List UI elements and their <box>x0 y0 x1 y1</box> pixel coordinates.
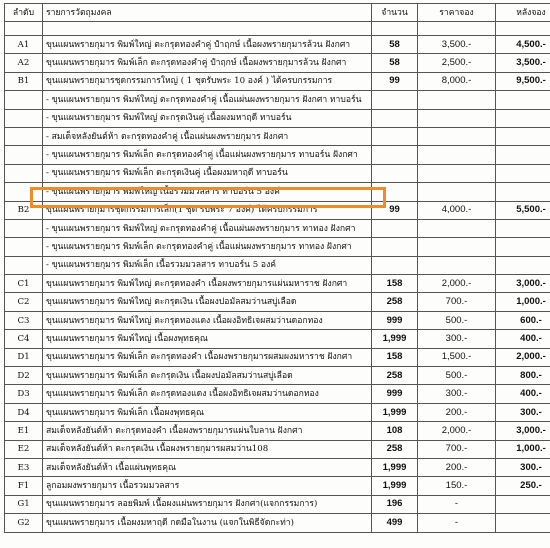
row-after <box>496 164 550 182</box>
row-after <box>496 256 550 274</box>
table-row <box>5 201 550 219</box>
row-qty <box>372 91 418 109</box>
header-item: รายการวัตถุมงคล <box>43 4 372 22</box>
row-after <box>496 146 550 164</box>
table-row <box>5 256 550 274</box>
row-qty: 158 <box>372 348 418 366</box>
row-qty <box>372 22 418 36</box>
row-qty: 258 <box>372 367 418 385</box>
row-no: D2 <box>5 367 43 385</box>
row-after: 3,500.- <box>496 54 550 72</box>
row-item: ลูกอมผงพรายกุมาร เนื้อรวมมวลสาร <box>43 477 372 495</box>
row-rent <box>418 219 496 237</box>
row-rent: 300.- <box>418 385 496 403</box>
row-after: 1,000.- <box>496 440 550 458</box>
row-no: C4 <box>5 330 43 348</box>
row-after: 9,500.- <box>496 72 550 90</box>
row-rent: 3,500.- <box>418 36 496 54</box>
row-no <box>5 22 43 36</box>
row-rent: - <box>418 514 496 532</box>
row-qty: 258 <box>372 440 418 458</box>
row-qty: 99 <box>372 72 418 90</box>
row-no <box>5 109 43 127</box>
row-after <box>496 22 550 36</box>
row-qty: 196 <box>372 495 418 513</box>
row-no: E3 <box>5 458 43 476</box>
row-rent: 2,000.- <box>418 275 496 293</box>
table-header-row <box>5 4 550 22</box>
row-no: B2 <box>5 201 43 219</box>
row-after: 400.- <box>496 330 550 348</box>
table-row <box>5 367 550 385</box>
row-no <box>5 91 43 109</box>
table-row <box>5 275 550 293</box>
table-row <box>5 385 550 403</box>
row-qty: 999 <box>372 311 418 329</box>
row-qty <box>372 256 418 274</box>
row-item: ขุนแผนพรายกุมาร พิมพ์ใหญ่ ตะกรุดทองคำ เนื้อผงพรายกุมารแผ่นมหาราช ฝังกศา <box>43 275 372 293</box>
row-after: 1,000.- <box>496 293 550 311</box>
row-item: - ขุนแผนพรายกุมาร พิมพ์เล็ก ตะกรุดทองคำคู่ เนื้อแผ่นผงพรายกุมาร ทาทอง ฝังกศา <box>43 238 372 256</box>
row-no: D1 <box>5 348 43 366</box>
row-no: E2 <box>5 440 43 458</box>
row-item: สมเด็จหลังยันต์ห้า ตะกรุดทองคำ เนื้อผงพรายกุมารแผ่นใบลาน ฝังกศา <box>43 422 372 440</box>
row-qty: 999 <box>372 385 418 403</box>
row-after: 400.- <box>496 385 550 403</box>
table-row <box>5 238 550 256</box>
header-after: หลังจอง <box>496 4 550 22</box>
row-item: ขุนแผนพรายกุมาร เนื้อผงมหาฤดี กดมือในงาน (แจกในพิธีจัดกะท่า) <box>43 514 372 532</box>
row-qty: 99 <box>372 201 418 219</box>
row-after <box>496 514 550 532</box>
row-item: ขุนแผนพรายกุมาร พิมพ์เล็ก ตะกรุดเงิน เนื้อผงปอมัลสมว่านสบู่เลือด <box>43 367 372 385</box>
row-item: - ขุนแผนพรายกุมาร พิมพ์เล็ก ตะกรุดทองคำคู่ เนื้อแผ่นผงพรายกุมาร ทาบอร์น ฝังกศา <box>43 146 372 164</box>
row-after: 800.- <box>496 367 550 385</box>
row-item: ขุนแผนพรายกุมาร พิมพ์เล็ก ตะกรุดทองแดง เนื้อผงอิทธิเจผสมว่านดอกทอง <box>43 385 372 403</box>
table-row <box>5 348 550 366</box>
row-no: F1 <box>5 477 43 495</box>
row-no: G2 <box>5 514 43 532</box>
row-rent: 4,000.- <box>418 201 496 219</box>
row-rent <box>418 238 496 256</box>
row-after <box>496 238 550 256</box>
row-rent: 500.- <box>418 367 496 385</box>
amulet-price-table <box>4 3 550 533</box>
row-rent <box>418 256 496 274</box>
row-qty <box>372 164 418 182</box>
row-no: C2 <box>5 293 43 311</box>
row-no <box>5 127 43 145</box>
header-rent: ราคาจอง <box>418 4 496 22</box>
row-no: G1 <box>5 495 43 513</box>
row-after: 300.- <box>496 403 550 421</box>
row-item: - สมเด็จหลังยันต์ห้า ตะกรุดทองคำคู่ เนื้อแผ่นผงพรายกุมาร ฝังกศา <box>43 127 372 145</box>
row-qty: 1,999 <box>372 477 418 495</box>
row-qty: 108 <box>372 422 418 440</box>
row-qty: 1,999 <box>372 403 418 421</box>
row-qty: 58 <box>372 36 418 54</box>
row-rent: 700.- <box>418 293 496 311</box>
row-item <box>43 22 372 36</box>
row-qty <box>372 109 418 127</box>
row-item: ขุนแผนพรายกุมาร พิมพ์เล็ก เนื้อผงพุทธคุณ <box>43 403 372 421</box>
row-rent <box>418 127 496 145</box>
row-rent: 8,000.- <box>418 72 496 90</box>
row-no <box>5 238 43 256</box>
table-row <box>5 219 550 237</box>
row-no <box>5 146 43 164</box>
row-no <box>5 183 43 201</box>
row-no: C1 <box>5 275 43 293</box>
row-item: - ขุนแผนพรายกุมาร พิมพ์เล็ก เนื้อรวมมวลสาร ทาบอร์น 5 องค์ <box>43 256 372 274</box>
row-rent <box>418 164 496 182</box>
table-row <box>5 91 550 109</box>
row-item: ขุนแผนพรายกุมาร พิมพ์เล็ก ตะกรุดทองคำคู่ ปำฤกษ์ เนื้อผงพรายกุมารล้วน ฝังกศา <box>43 54 372 72</box>
row-no: A2 <box>5 54 43 72</box>
row-after <box>496 127 550 145</box>
table-row <box>5 293 550 311</box>
row-no: A1 <box>5 36 43 54</box>
row-after: 4,500.- <box>496 36 550 54</box>
row-item: ขุนแผนพรายกุมาร พิมพ์ใหญ่ ตะกรุดทองแดง เนื้อผงอิทธิเจผสมว่านดอกทอง <box>43 311 372 329</box>
row-item: ขุนแผนพรายกุมาร พิมพ์ใหญ่ ตะกรุดทองคำคู่ ปำฤกษ์ เนื้อผงพรายกุมารล้วน ฝังกศา <box>43 36 372 54</box>
table-row <box>5 422 550 440</box>
table-row <box>5 164 550 182</box>
row-after <box>496 109 550 127</box>
row-after <box>496 91 550 109</box>
row-rent: 700.- <box>418 440 496 458</box>
row-item: - ขุนแผนพรายกุมาร พิมพ์ใหญ่ ตะกรุดเงินคู่ เนื้อผงมหาฤดี ทาบอร์น <box>43 109 372 127</box>
row-rent: 150.- <box>418 477 496 495</box>
table-body <box>5 22 550 533</box>
table-row <box>5 311 550 329</box>
row-rent: 1,500.- <box>418 348 496 366</box>
header-no: ลำดับ <box>5 4 43 22</box>
table-row <box>5 183 550 201</box>
row-qty: 158 <box>372 275 418 293</box>
row-qty <box>372 219 418 237</box>
row-after: 3,000.- <box>496 275 550 293</box>
row-rent <box>418 109 496 127</box>
table-row <box>5 146 550 164</box>
row-no: D3 <box>5 385 43 403</box>
row-qty <box>372 183 418 201</box>
row-rent: 2,000.- <box>418 422 496 440</box>
row-no: B1 <box>5 72 43 90</box>
row-qty: 58 <box>372 54 418 72</box>
row-item: ขุนแผนพรายกุมารชุดกรรมการเล็ก(1 ชุด รับพระ 7 องค์) ได้ครบกรรมการ <box>43 201 372 219</box>
row-rent: 500.- <box>418 311 496 329</box>
row-qty <box>372 146 418 164</box>
row-rent: - <box>418 495 496 513</box>
row-after <box>496 183 550 201</box>
row-no: E1 <box>5 422 43 440</box>
row-rent <box>418 22 496 36</box>
row-after: 250.- <box>496 477 550 495</box>
table-row <box>5 72 550 90</box>
row-no <box>5 219 43 237</box>
row-rent <box>418 183 496 201</box>
row-item: ขุนแผนพรายกุมาร ลอยพิมพ์ เนื้อผงแผ่นพรายกุมาร ฝังกศา(แจกกรรมการ) <box>43 495 372 513</box>
row-item: - ขุนแผนพรายกุมาร พิมพ์เล็ก ตะกรุดเงินคู่ เนื้อผงมหาฤดี ทาบอร์น <box>43 164 372 182</box>
row-after: 600.- <box>496 311 550 329</box>
row-after: 5,500.- <box>496 201 550 219</box>
row-item: - ขุนแผนพรายกุมาร พิมพ์ใหญ่ ตะกรุดทองคำคู่ เนื้อแผ่นผงพรายกุมาร ทาทอง ฝังกศา <box>43 219 372 237</box>
row-after: 2,000.- <box>496 348 550 366</box>
row-item: - ขุนแผนพรายกุมาร พิมพ์ใหญ่ ตะกรุดทองคำคู่ เนื้อแผ่นผงพรายกุมาร ฝังกศา ทาบอร์น <box>43 91 372 109</box>
table-row <box>5 403 550 421</box>
header-qty: จำนวน <box>372 4 418 22</box>
row-qty <box>372 238 418 256</box>
table-row <box>5 458 550 476</box>
row-qty: 499 <box>372 514 418 532</box>
row-no <box>5 164 43 182</box>
row-item: สมเด็จหลังยันต์ห้า เนื้อแผ่นพุทธคุณ <box>43 458 372 476</box>
row-after <box>496 495 550 513</box>
row-item: ขุนแผนพรายกุมารชุดกรรมการใหญ่ ( 1 ชุดรับพระ 10 องค์ ) ได้ครบกรรมการ <box>43 72 372 90</box>
row-qty: 258 <box>372 293 418 311</box>
row-rent: 200.- <box>418 458 496 476</box>
row-qty <box>372 127 418 145</box>
row-no: C3 <box>5 311 43 329</box>
row-item: สมเด็จหลังยันต์ห้า ตะกรุดเงิน เนื้อผงพรายกุมารผสมว่าน108 <box>43 440 372 458</box>
table-row <box>5 330 550 348</box>
row-rent: 300.- <box>418 330 496 348</box>
row-rent: 2,500.- <box>418 54 496 72</box>
row-no <box>5 256 43 274</box>
row-item: ขุนแผนพรายกุมาร พิมพ์เล็ก ตะกรุดทองคำ เนื้อผงพรายกุมารผสมผงมหาราช ฝังกศา <box>43 348 372 366</box>
row-rent: 200.- <box>418 403 496 421</box>
row-after: 3,000.- <box>496 422 550 440</box>
table-row <box>5 54 550 72</box>
row-item: ขุนแผนพรายกุมาร พิมพ์ใหญ่ ตะกรุดเงิน เนื้อผงปอมัลสมว่านสบู่เลือด <box>43 293 372 311</box>
table-row <box>5 477 550 495</box>
row-no: D4 <box>5 403 43 421</box>
table-row <box>5 109 550 127</box>
table-row <box>5 514 550 532</box>
row-after: 300.- <box>496 458 550 476</box>
table-row <box>5 22 550 36</box>
row-qty: 1,999 <box>372 458 418 476</box>
row-rent <box>418 146 496 164</box>
table-row <box>5 36 550 54</box>
row-after <box>496 219 550 237</box>
row-rent <box>418 91 496 109</box>
row-qty: 1,999 <box>372 330 418 348</box>
table-row <box>5 127 550 145</box>
row-item: ขุนแผนพรายกุมาร พิมพ์ใหญ่ เนื้อผงพุทธคุณ <box>43 330 372 348</box>
table-row <box>5 495 550 513</box>
table-row <box>5 440 550 458</box>
row-item: - ขุนแผนพรายกุมาร พิมพ์ใหญ่ เนื้อรวมมวลสาร ทาบอร์น 5 องค์ <box>43 183 372 201</box>
